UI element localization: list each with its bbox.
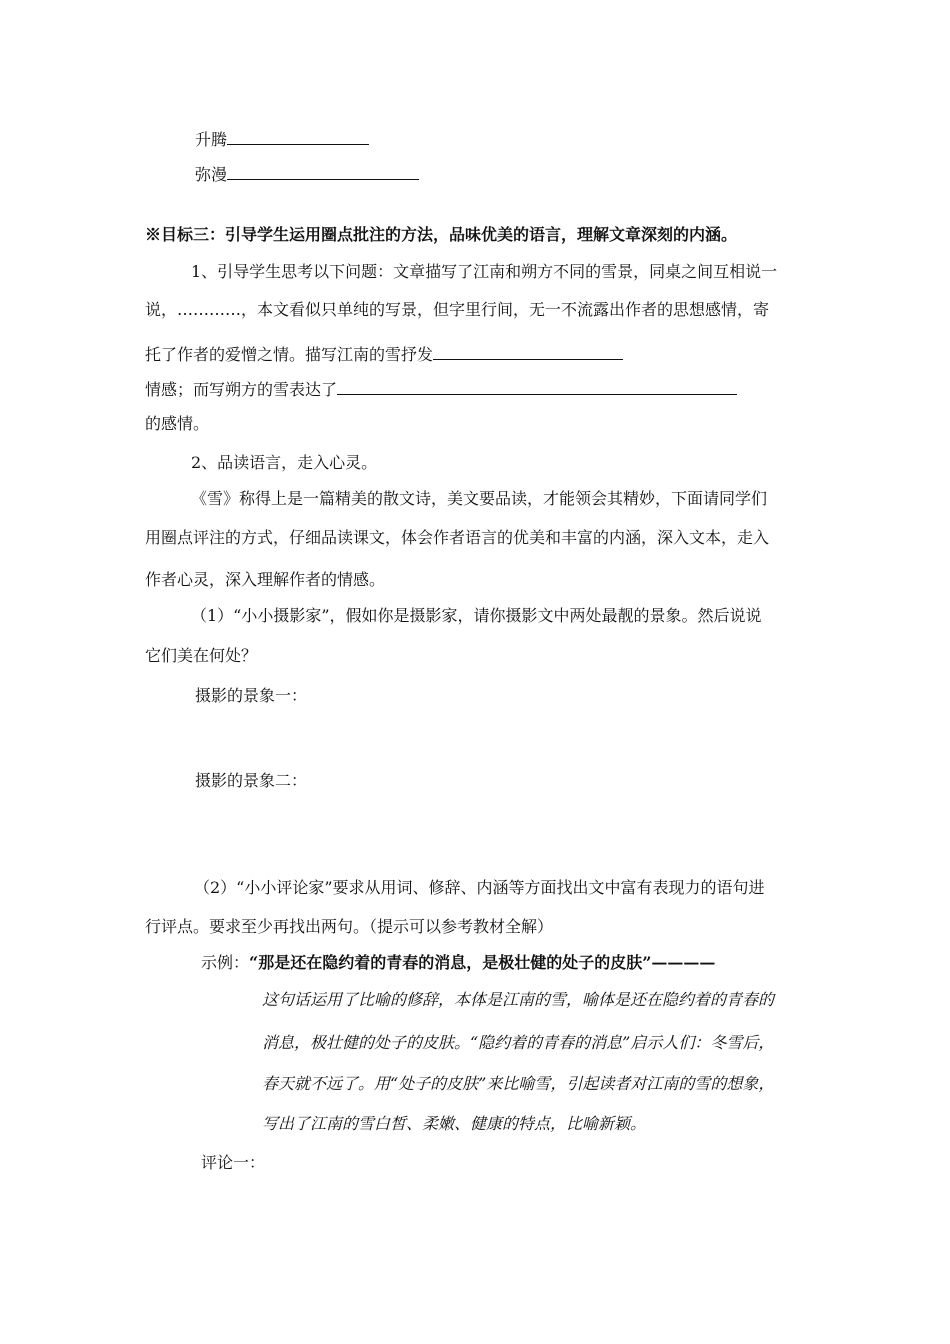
q2-title: 2、品读语言，走入心灵。 [191, 453, 378, 472]
goal3-heading: ※目标三：引导学生运用圈点批注的方法，品味优美的语言，理解文章深刻的内涵。 [145, 225, 738, 244]
sub2-line1: （2）“小小评论家”要求从用词、修辞、内涵等方面找出文中富有表现力的语句进 [194, 878, 765, 897]
q1-line5: 的感情。 [145, 414, 210, 433]
analysis-line-2: 消息，极壮健的处子的皮肤。“隐约着的青春的消息”启示人们：冬雪后， [262, 1033, 775, 1052]
scene-1-label: 摄影的景象一： [195, 686, 308, 705]
comment-1-label: 评论一： [201, 1153, 266, 1172]
analysis-line-3: 春天就不远了。用“处子的皮肤”来比喻雪，引起读者对江南的雪的想象， [262, 1074, 775, 1093]
sub1-line1: （1）“小小摄影家”，假如你是摄影家，请你摄影文中两处最靓的景象。然后说说 [191, 606, 762, 625]
q2-intro-2: 用圈点评注的方式，仔细品读课文，体会作者语言的优美和丰富的内涵，深入文本，走入 [145, 528, 770, 547]
vocab-word: 弥漫 [195, 165, 228, 184]
q1-line4: 情感；而写朔方的雪表达了 [145, 378, 737, 400]
sub2-line2: 行评点。要求至少再找出两句。（提示可以参考教材全解） [145, 917, 554, 936]
scene-2-label: 摄影的景象二： [195, 771, 308, 790]
q1-line2: 说，…………，本文看似只单纯的写景，但字里行间，无一不流露出作者的思想感情，寄 [145, 300, 770, 319]
q2-intro-1: 《雪》称得上是一篇精美的散文诗，美文要品读，才能领会其精妙，下面请同学们 [191, 489, 768, 508]
example-line [201, 953, 715, 973]
vocab-item-1 [195, 128, 369, 150]
vocab-item-2 [195, 163, 419, 185]
example-label: 示例： [201, 953, 250, 972]
answer-blank[interactable] [433, 343, 623, 360]
answer-blank[interactable] [227, 163, 419, 180]
vocab-word: 升腾 [195, 130, 228, 149]
analysis-line-1: 这句话运用了比喻的修辞，本体是江南的雪，喻体是还在隐约着的青春的 [262, 990, 775, 1009]
example-quote: “那是还在隐约着的青春的消息，是极壮健的处子的皮肤”———— [249, 953, 716, 972]
analysis-line-4: 写出了江南的雪白皙、柔嫩、健康的特点，比喻新颖。 [262, 1114, 647, 1133]
q2-intro-3: 作者心灵，深入理解作者的情感。 [145, 570, 386, 589]
q1-line3: 托了作者的爱憎之情。描写江南的雪抒发 [145, 343, 623, 365]
sub1-line2: 它们美在何处？ [145, 646, 258, 665]
answer-blank[interactable] [227, 128, 369, 145]
q1-line1: 1、引导学生思考以下问题：文章描写了江南和朔方不同的雪景，同桌之间互相说一 [191, 262, 778, 281]
answer-blank[interactable] [337, 378, 737, 395]
